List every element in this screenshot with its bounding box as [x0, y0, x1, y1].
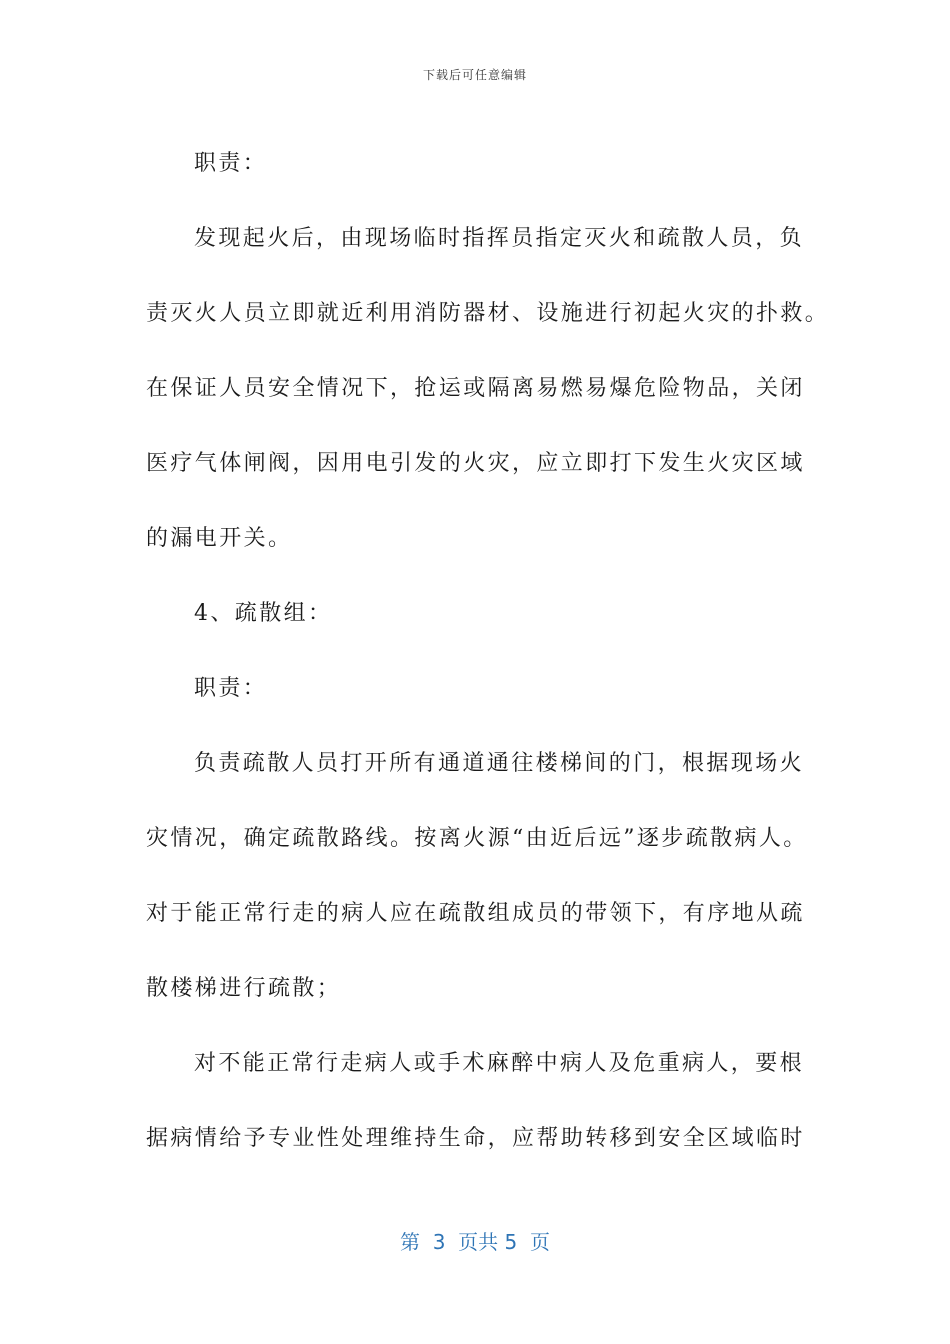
page-number-footer: 第 3 页共 5 页 — [400, 1230, 550, 1254]
paragraph-line: 负责疏散人员打开所有通道通往楼梯间的门，根据现场火 — [194, 751, 805, 776]
paragraph-line: 4、疏散组： — [194, 601, 333, 626]
document-body — [146, 126, 830, 1176]
paragraph-line: 职责： — [194, 676, 268, 701]
paragraph-line: 在保证人员安全情况下，抢运或隔离易燃易爆危险物品，关闭 — [146, 376, 805, 401]
paragraph-line: 的漏电开关。 — [146, 526, 293, 551]
paragraph-duty-2 — [146, 651, 808, 726]
paragraph-line: 医疗气体闸阀，因用电引发的火灾，应立即打下发生火灾区域 — [146, 451, 805, 476]
paragraph-line: 灾情况，确定疏散路线。按离火源“由近后远”逐步疏散病人。 — [146, 826, 808, 851]
paragraph-evacuation-duty — [146, 726, 808, 1026]
paragraph-line: 发现起火后，由现场临时指挥员指定灭火和疏散人员，负 — [194, 226, 805, 251]
paragraph-critical-patients — [146, 1026, 808, 1176]
paragraph-line: 职责： — [194, 151, 268, 176]
paragraph-duty-1 — [146, 126, 808, 201]
paragraph-line: 对不能正常行走病人或手术麻醉中病人及危重病人，要根 — [194, 1051, 805, 1076]
page-header: 下载后可任意编辑 — [422, 68, 527, 82]
paragraph-line: 对于能正常行走的病人应在疏散组成员的带领下，有序地从疏 — [146, 901, 805, 926]
paragraph-line: 责灭火人员立即就近利用消防器材、设施进行初起火灾的扑救。 — [146, 301, 830, 326]
paragraph-firefighting-duty — [146, 201, 830, 576]
paragraph-line: 据病情给予专业性处理维持生命，应帮助转移到安全区域临时 — [146, 1126, 805, 1151]
paragraph-line: 散楼梯进行疏散； — [146, 976, 342, 1001]
section-heading-evacuation-group — [146, 576, 808, 651]
